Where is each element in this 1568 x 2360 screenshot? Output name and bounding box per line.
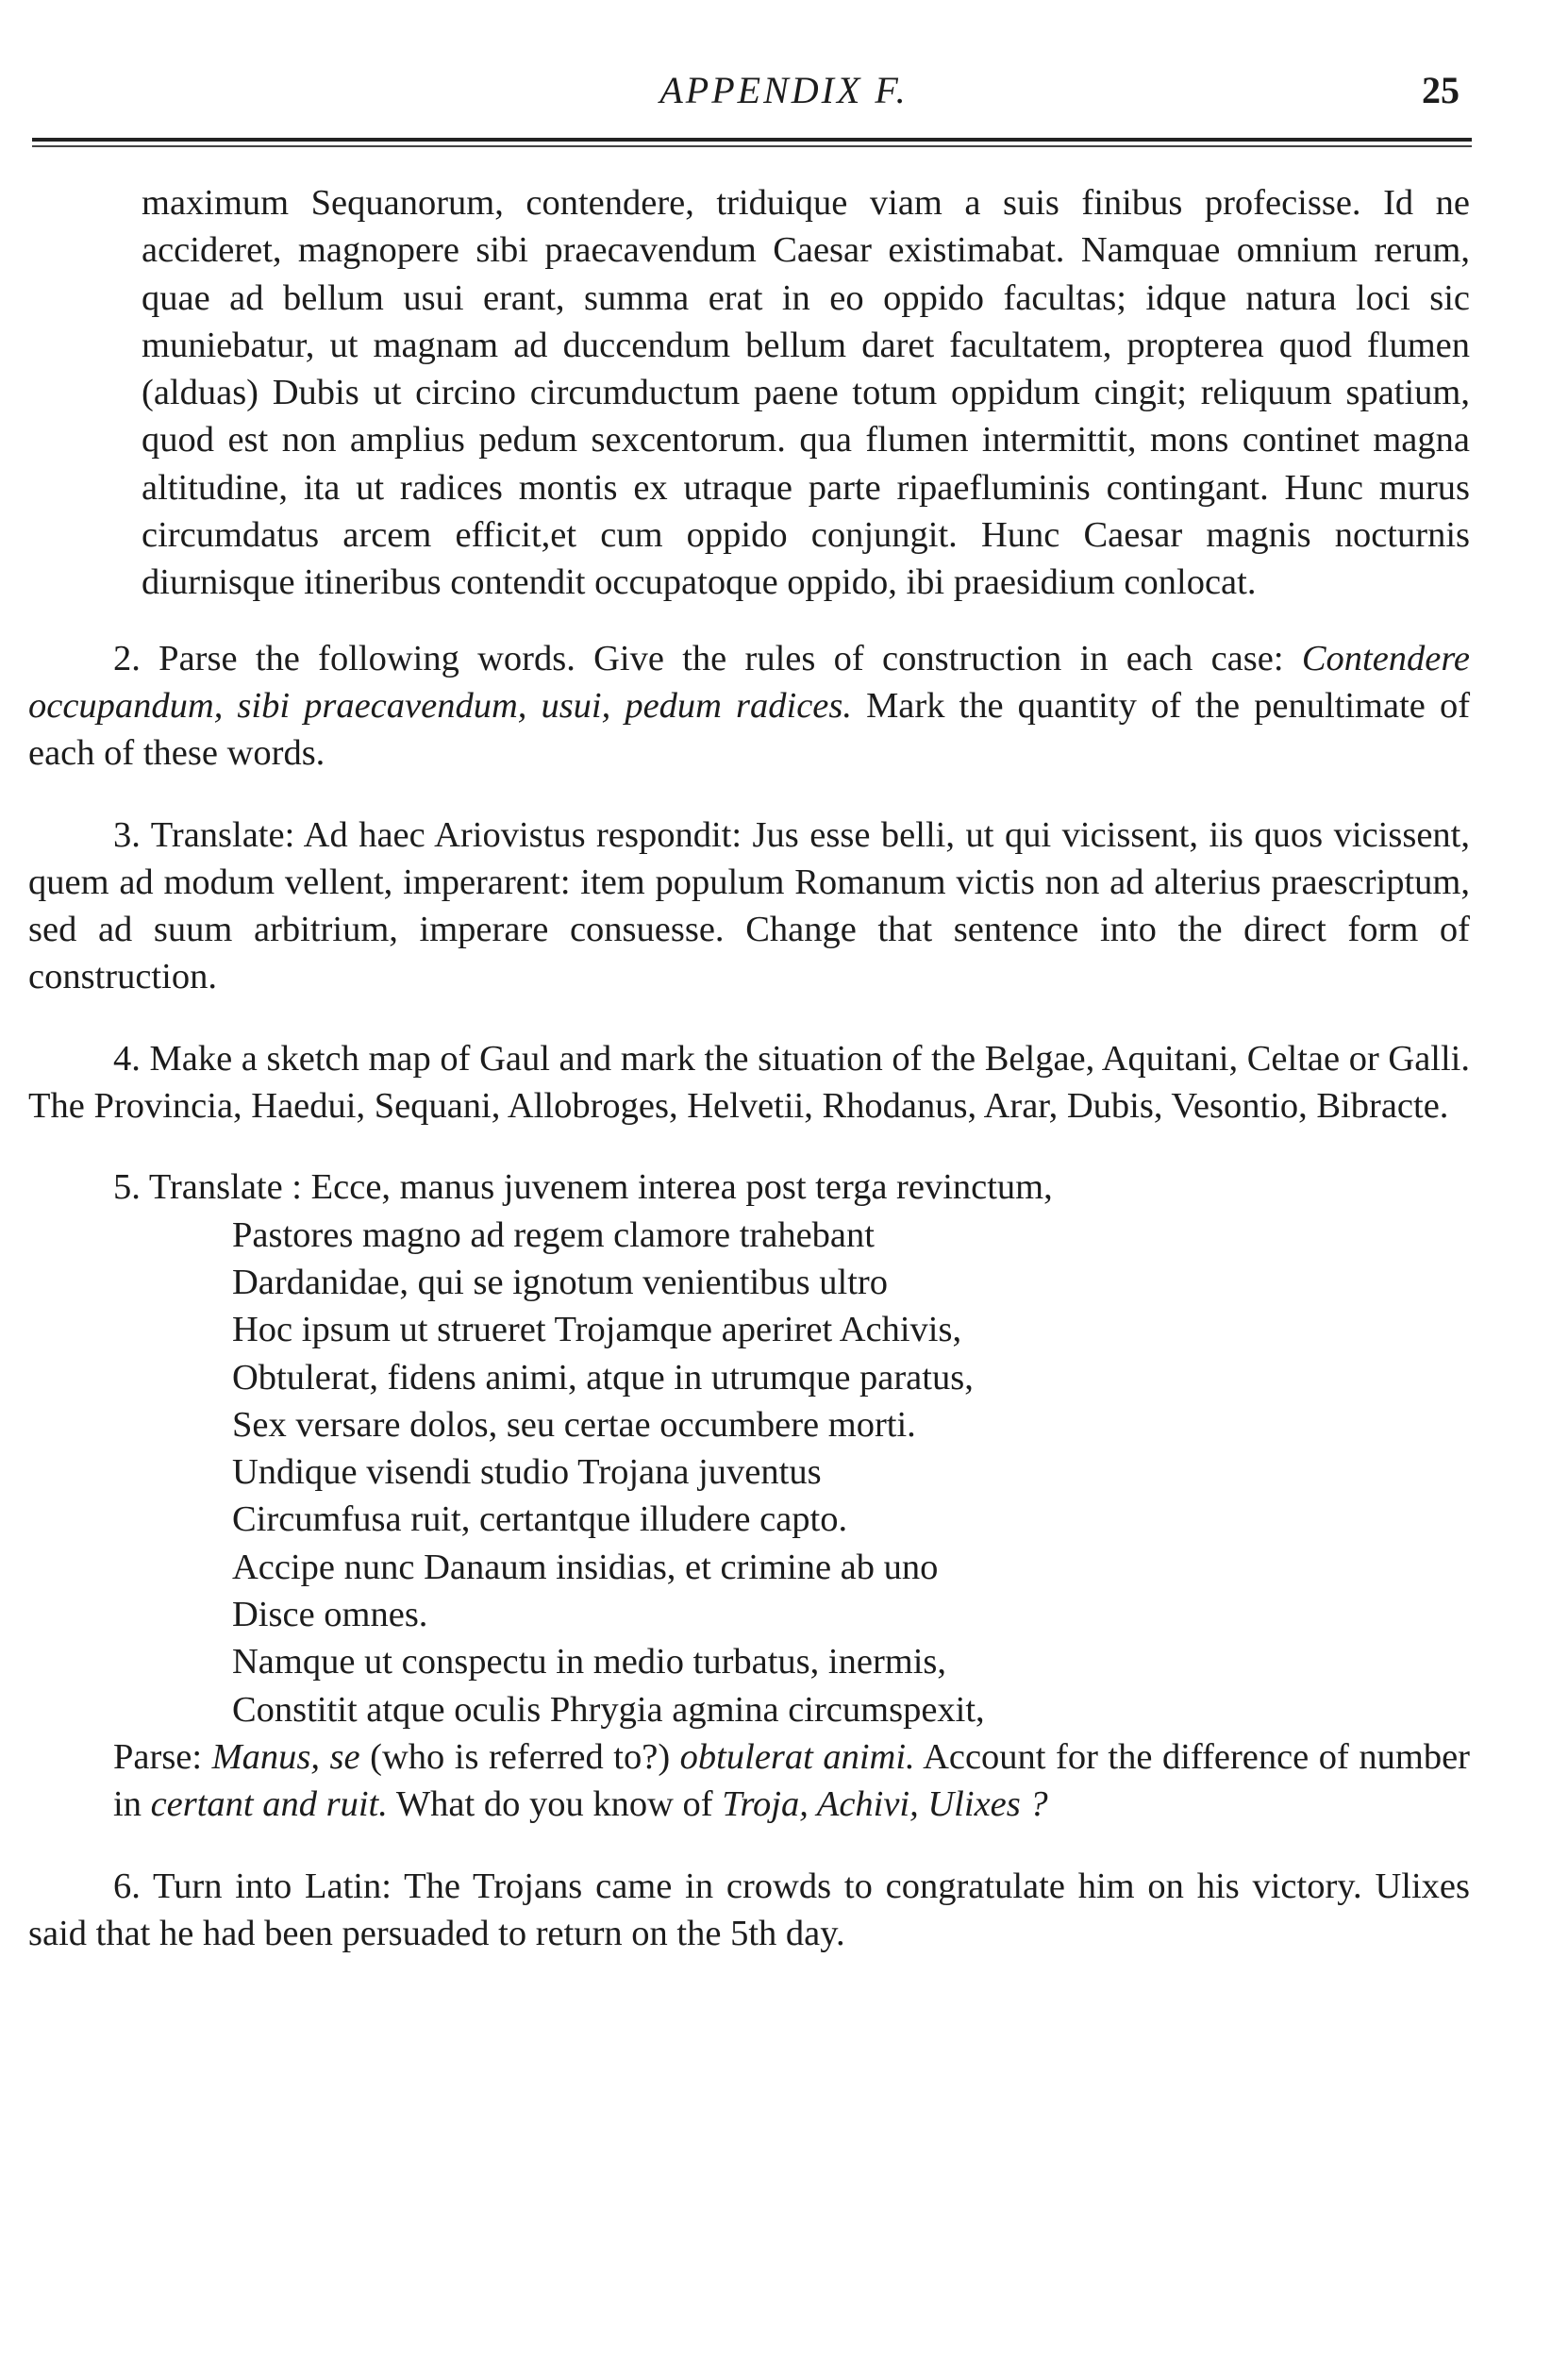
page-number: 25	[1422, 69, 1460, 111]
parse-words: certant and ruit.	[150, 1784, 388, 1825]
question-2	[28, 635, 1470, 778]
parse-words: Manus, se	[211, 1736, 360, 1777]
parse-instruction	[28, 1733, 1470, 1829]
verse-line: Accipe nunc Danaum insidias, et crimine ab uno	[232, 1547, 939, 1587]
parse-note: What do you know of	[395, 1784, 713, 1825]
question-5	[28, 1163, 1470, 1211]
parse-words: obtulerat animi.	[679, 1736, 915, 1777]
verse-line: Circumfusa ruit, certantque illudere capto.	[232, 1499, 848, 1540]
question-6	[28, 1863, 1470, 1958]
question-text: Make a sketch map of Gaul and mark the situation of the Belgae, Aquitani, Celtae or Galli. The Provincia, Haedui, Sequani, Allobroges, Helvetii, Rhodanus, Arar, Dubis, Vesontio, Bibracte.	[28, 1038, 1470, 1127]
question-text: Translate: Ad haec Ariovistus respondit: Jus esse belli, ut qui vicissent, iis quos vicissent, quem ad modum vellent, imperarent: item populum Romanum victis non ad alterius praescriptum, sed ad suum arbitrium, imperare consuesse. Change that sentence into the direct form of construction.	[28, 814, 1470, 997]
verse-line: Pastores magno ad regem clamore trahebant	[232, 1214, 875, 1255]
verse-block	[28, 1212, 1470, 1733]
parse-words: Contendere occupandum, sibi praecavendum, usui, pedum radices.	[28, 638, 1471, 726]
verse-line: Obtulerat, fidens animi, atque in utrumque paratus,	[232, 1357, 974, 1398]
question-lead: Translate : Ecce, manus juvenem interea post terga revinctum,	[148, 1167, 1053, 1208]
question-text: Parse the following words. Give the rules of construction in each case:	[158, 638, 1284, 678]
verse-line: Sex versare dolos, seu certae occumbere morti.	[232, 1404, 916, 1445]
question-number: 4.	[113, 1038, 141, 1079]
page-header	[0, 64, 1568, 121]
parse-note: Account for the difference of number in	[113, 1736, 1470, 1825]
question-number: 3.	[113, 814, 141, 855]
latin-passage: maximum Sequanorum, contendere, triduique viam a suis finibus profecisse. Id ne accideret, magnopere sibi praecavendum Caesar existimabat. Namquae omnium rerum, quae ad bellum usui erant, summa erat in eo oppido facultas; idque natura loci sic muniebatur, ut magnam ad duccendum bellum daret facultatem, propterea quod flumen (alduas) Dubis ut circino circumductum paene totum oppidum cingit; reliquum spatium, quod est non amplius pedum sexcentorum. qua flumen intermittit, mons continet magna altitudine, ita ut radices montis ex utraque parte ripaefluminis contingant. Hunc murus circumdatus arcem efficit,et cum oppido conjungit. Hunc Caesar magnis nocturnis diurnisque itineribus contendit occupatoque oppido, ibi praesidium conlocat.	[142, 183, 1470, 603]
header-rule	[32, 138, 1472, 142]
question-text-continued: Mark the quantity of the penultimate of each of these words.	[28, 685, 1471, 774]
parse-words: Troja, Achivi, Ulixes ?	[722, 1784, 1048, 1825]
question-3	[28, 812, 1470, 1001]
verse-line: Hoc ipsum ut strueret Trojamque aperiret Achivis,	[232, 1310, 962, 1350]
question-number: 2.	[113, 638, 141, 678]
question-4	[28, 1035, 1470, 1130]
verse-line: Disce omnes.	[232, 1595, 428, 1635]
running-title: APPENDIX F.	[659, 69, 909, 111]
question-number: 5.	[113, 1167, 141, 1208]
question-text: Turn into Latin: The Trojans came in crowds to congratulate him on his victory. Ulixes said that he had been persuaded to return on the 5th day.	[28, 1866, 1470, 1953]
header-rule-thin	[32, 145, 1472, 147]
verse-line: Undique visendi studio Trojana juventus	[232, 1452, 822, 1493]
page-body	[28, 179, 1470, 1957]
verse-line: Dardanidae, qui se ignotum venientibus ultro	[232, 1262, 888, 1302]
verse-line: Constitit atque oculis Phrygia agmina circumspexit,	[232, 1689, 985, 1730]
question-number: 6.	[113, 1866, 141, 1906]
parse-note: (who is referred to?)	[370, 1736, 671, 1777]
parse-label: Parse:	[113, 1736, 203, 1777]
verse-line: Namque ut conspectu in medio turbatus, inermis,	[232, 1642, 947, 1682]
